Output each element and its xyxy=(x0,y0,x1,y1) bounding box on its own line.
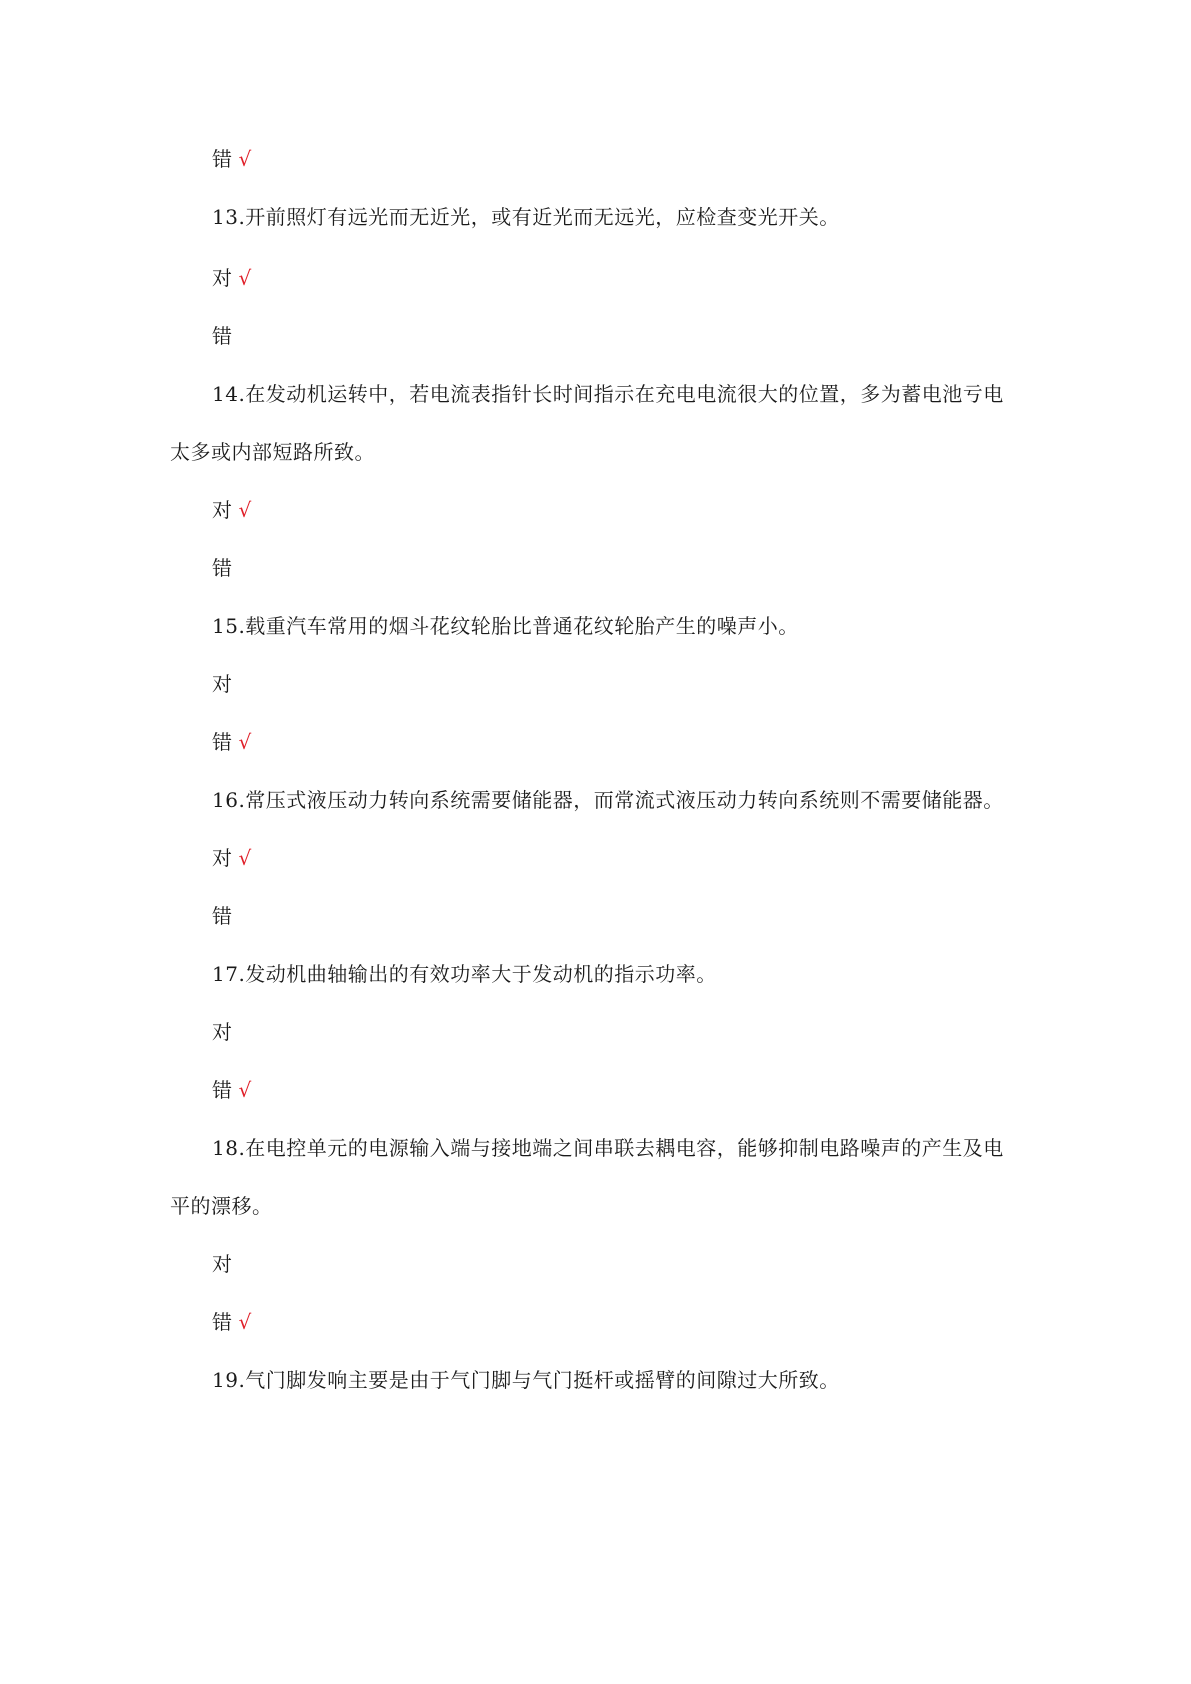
option-label: 错 xyxy=(212,556,233,580)
check-mark-icon: √ xyxy=(238,498,252,522)
question-15-text: 15.载重汽车常用的烟斗花纹轮胎比普通花纹轮胎产生的噪声小。 xyxy=(212,614,799,638)
question-18-text-line2: 平的漂移。 xyxy=(170,1194,273,1218)
check-mark-icon: √ xyxy=(238,1310,252,1334)
option-label: 对 xyxy=(212,1020,233,1044)
q14-option-right xyxy=(212,496,252,524)
q17-option-wrong xyxy=(212,1076,252,1104)
check-mark-icon: √ xyxy=(238,1078,252,1102)
q14-option-wrong xyxy=(212,554,239,582)
question-14-text-line1: 14.在发动机运转中，若电流表指针长时间指示在充电电流很大的位置，多为蓄电池亏电 xyxy=(212,382,1004,406)
option-label: 对 xyxy=(212,266,233,290)
question-13-text: 13.开前照灯有远光而无近光，或有近光而无远光，应检查变光开关。 xyxy=(212,205,840,229)
option-label: 错 xyxy=(212,147,233,171)
question-17-text: 17.发动机曲轴输出的有效功率大于发动机的指示功率。 xyxy=(212,962,717,986)
q13-option-right xyxy=(212,264,252,292)
check-mark-icon: √ xyxy=(238,730,252,754)
option-label: 对 xyxy=(212,498,233,522)
q17-option-right xyxy=(212,1018,239,1046)
question-16-text: 16.常压式液压动力转向系统需要储能器，而常流式液压动力转向系统则不需要储能器。 xyxy=(212,788,1004,812)
q16-option-wrong xyxy=(212,902,239,930)
question-18-text-line1: 18.在电控单元的电源输入端与接地端之间串联去耦电容，能够抑制电路噪声的产生及电 xyxy=(212,1136,1004,1160)
q15-option-wrong xyxy=(212,728,252,756)
q15-option-right xyxy=(212,670,239,698)
option-label: 错 xyxy=(212,904,233,928)
option-label: 错 xyxy=(212,730,233,754)
question-14-text-line2: 太多或内部短路所致。 xyxy=(170,440,375,464)
q18-option-wrong xyxy=(212,1308,252,1336)
option-label: 错 xyxy=(212,324,233,348)
option-label: 对 xyxy=(212,846,233,870)
check-mark-icon: √ xyxy=(238,266,252,290)
q16-option-right xyxy=(212,844,252,872)
check-mark-icon: √ xyxy=(238,147,252,171)
option-label: 对 xyxy=(212,1252,233,1276)
check-mark-icon: √ xyxy=(238,846,252,870)
option-label: 对 xyxy=(212,672,233,696)
option-label: 错 xyxy=(212,1310,233,1334)
option-label: 错 xyxy=(212,1078,233,1102)
q18-option-right xyxy=(212,1250,239,1278)
q12-option-wrong xyxy=(212,145,252,173)
question-19-text: 19.气门脚发响主要是由于气门脚与气门挺杆或摇臂的间隙过大所致。 xyxy=(212,1368,840,1392)
q13-option-wrong xyxy=(212,322,239,350)
